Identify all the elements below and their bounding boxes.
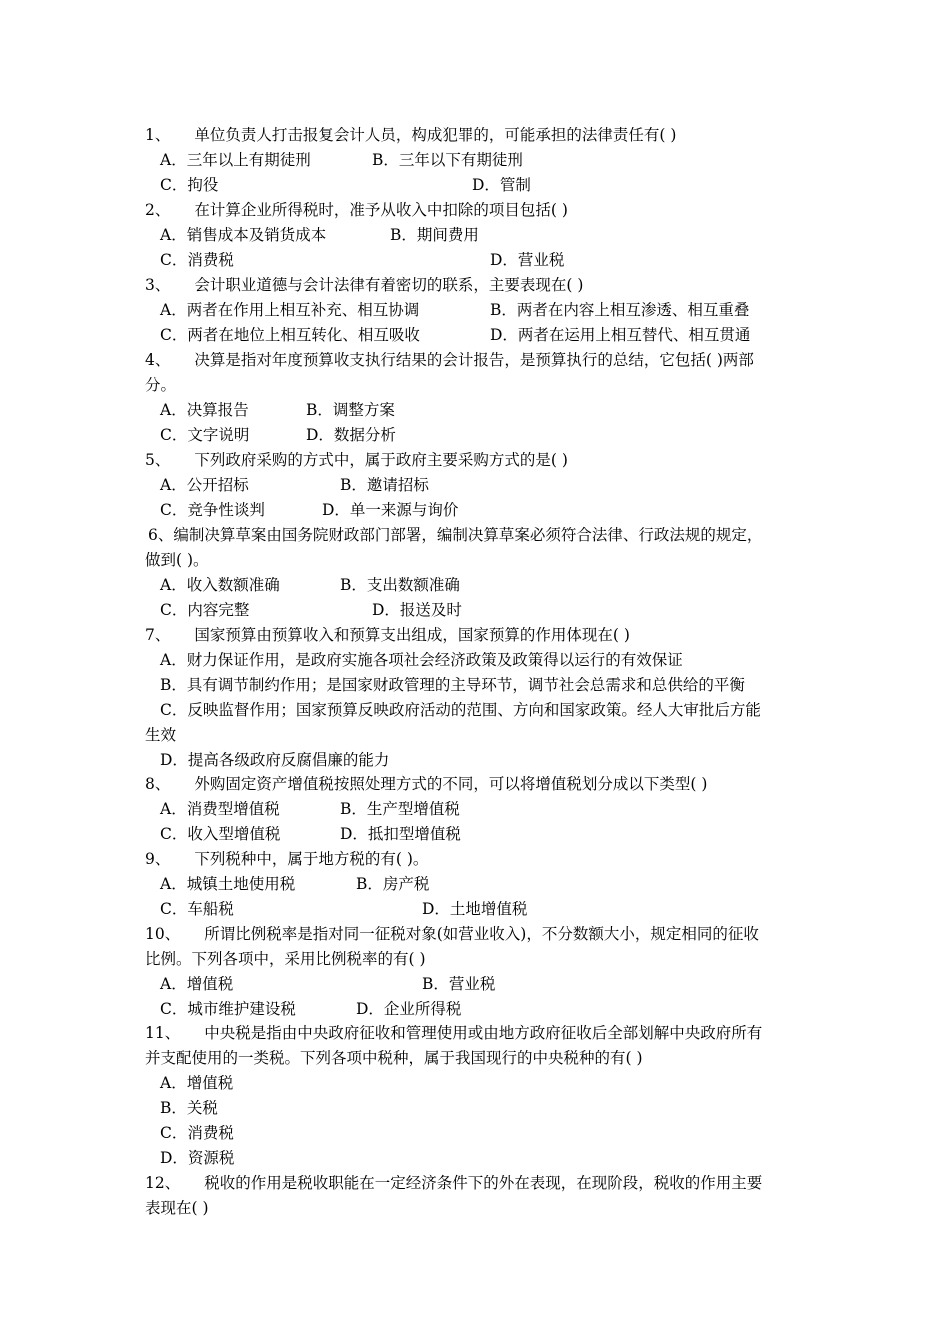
option-c: C．消费税: [160, 1124, 234, 1142]
option-c: C．两者在地位上相互转化、相互吸收: [160, 326, 420, 344]
option-b: B．邀请招标: [340, 476, 429, 494]
question-number: 6、: [148, 526, 174, 544]
question-text: 所谓比例税率是指对同一征税对象(如营业收入)，不分数额大小，规定相同的征收: [204, 925, 759, 943]
option-c: C．车船税: [160, 900, 234, 918]
option-b: B．调整方案: [306, 401, 395, 419]
question-number: 2、: [145, 201, 171, 219]
question-10: [145, 923, 759, 945]
option-a: A．消费型增值税: [160, 800, 280, 818]
option-c: C．城市维护建设税: [160, 1000, 296, 1018]
question-text: 决算是指对年度预算收支执行结果的会计报告，是预算执行的总结，它包括( )两部: [194, 351, 754, 369]
option-b: B．期间费用: [390, 226, 479, 244]
question-2: [145, 199, 568, 221]
question-text-cont: 比例。下列各项中，采用比例税率的有( ): [145, 950, 426, 968]
question-7: [145, 624, 630, 646]
question-number: 11、: [145, 1024, 181, 1042]
question-12: [145, 1172, 762, 1194]
option-d: D．两者在运用上相互替代、相互贯通: [490, 326, 751, 344]
question-number: 3、: [145, 276, 171, 294]
question-11: [145, 1022, 762, 1044]
option-a: A．三年以上有期徒刑: [160, 151, 311, 169]
question-4: [145, 349, 754, 371]
question-3: [145, 274, 583, 296]
option-b: B．房产税: [356, 875, 430, 893]
option-a: A．城镇土地使用税: [160, 875, 296, 893]
question-text: 编制决算草案由国务院财政部门部署，编制决算草案必须符合法律、行政法规的规定，: [173, 526, 763, 544]
option-d: D．提高各级政府反腐倡廉的能力: [160, 751, 390, 769]
option-b: B．支出数额准确: [340, 576, 460, 594]
option-c-cont: 生效: [145, 726, 177, 744]
option-c: C．收入型增值税: [160, 825, 281, 843]
option-c: C．消费税: [160, 251, 234, 269]
option-c: C．竞争性谈判: [160, 501, 265, 519]
question-text: 下列政府采购的方式中，属于政府主要采购方式的是( ): [194, 451, 568, 469]
question-9: [145, 848, 428, 870]
option-d: D．抵扣型增值税: [340, 825, 461, 843]
question-text: 税收的作用是税收职能在一定经济条件下的外在表现，在现阶段，税收的作用主要: [204, 1174, 763, 1192]
option-d: D．数据分析: [306, 426, 396, 444]
question-number: 7、: [145, 626, 171, 644]
option-a: A．决算报告: [160, 401, 249, 419]
question-number: 4、: [145, 351, 171, 369]
question-number: 12、: [145, 1174, 181, 1192]
question-text-cont: 分。: [145, 376, 177, 394]
question-text-cont: 做到( )。: [145, 551, 209, 569]
question-text-cont: 并支配使用的一类税。下列各项中税种，属于我国现行的中央税种的有( ): [145, 1049, 643, 1067]
option-d: D．报送及时: [372, 601, 462, 619]
question-number: 5、: [145, 451, 171, 469]
option-a: A．两者在作用上相互补充、相互协调: [160, 301, 420, 319]
question-1: [145, 124, 676, 146]
question-5: [145, 449, 568, 471]
option-c: C．内容完整: [160, 601, 250, 619]
option-b: B．三年以下有期徒刑: [372, 151, 523, 169]
option-d: D．土地增值税: [422, 900, 528, 918]
question-text: 单位负责人打击报复会计人员，构成犯罪的，可能承担的法律责任有( ): [194, 126, 677, 144]
option-d: D．资源税: [160, 1149, 235, 1167]
option-d: D．单一来源与询价: [322, 501, 459, 519]
question-text: 国家预算由预算收入和预算支出组成，国家预算的作用体现在( ): [194, 626, 630, 644]
question-number: 8、: [145, 775, 171, 793]
option-a: A．增值税: [160, 1074, 234, 1092]
option-a: A．增值税: [160, 975, 234, 993]
question-number: 1、: [145, 126, 171, 144]
question-text-cont: 表现在( ): [145, 1199, 209, 1217]
option-b: B．具有调节制约作用；是国家财政管理的主导环节，调节社会总需求和总供给的平衡: [160, 676, 745, 694]
question-text: 会计职业道德与会计法律有着密切的联系，主要表现在( ): [194, 276, 584, 294]
question-text: 下列税种中，属于地方税的有( )。: [194, 850, 429, 868]
option-a: A．公开招标: [160, 476, 249, 494]
question-6: [148, 524, 762, 546]
question-8: [145, 773, 707, 795]
question-number: 9、: [145, 850, 171, 868]
option-d: D．营业税: [490, 251, 565, 269]
option-b: B．生产型增值税: [340, 800, 460, 818]
question-text: 中央税是指由中央政府征收和管理使用或由地方政府征收后全部划解中央政府所有: [204, 1024, 763, 1042]
option-d: D．企业所得税: [356, 1000, 462, 1018]
option-b: B．关税: [160, 1099, 218, 1117]
option-c: C．拘役: [160, 176, 219, 194]
option-a: A．销售成本及销货成本: [160, 226, 327, 244]
option-c: C．文字说明: [160, 426, 250, 444]
question-text: 在计算企业所得税时，准予从收入中扣除的项目包括( ): [194, 201, 568, 219]
option-a: A．财力保证作用，是政府实施各项社会经济政策及政策得以运行的有效保证: [160, 651, 683, 669]
question-text: 外购固定资产增值税按照处理方式的不同，可以将增值税划分成以下类型( ): [194, 775, 708, 793]
option-a: A．收入数额准确: [160, 576, 280, 594]
option-c: C．反映监督作用；国家预算反映政府活动的范围、方向和国家政策。经人大审批后方能: [160, 701, 761, 719]
option-b: B．营业税: [422, 975, 496, 993]
question-number: 10、: [145, 925, 181, 943]
option-b: B．两者在内容上相互渗透、相互重叠: [490, 301, 750, 319]
option-d: D．管制: [472, 176, 531, 194]
